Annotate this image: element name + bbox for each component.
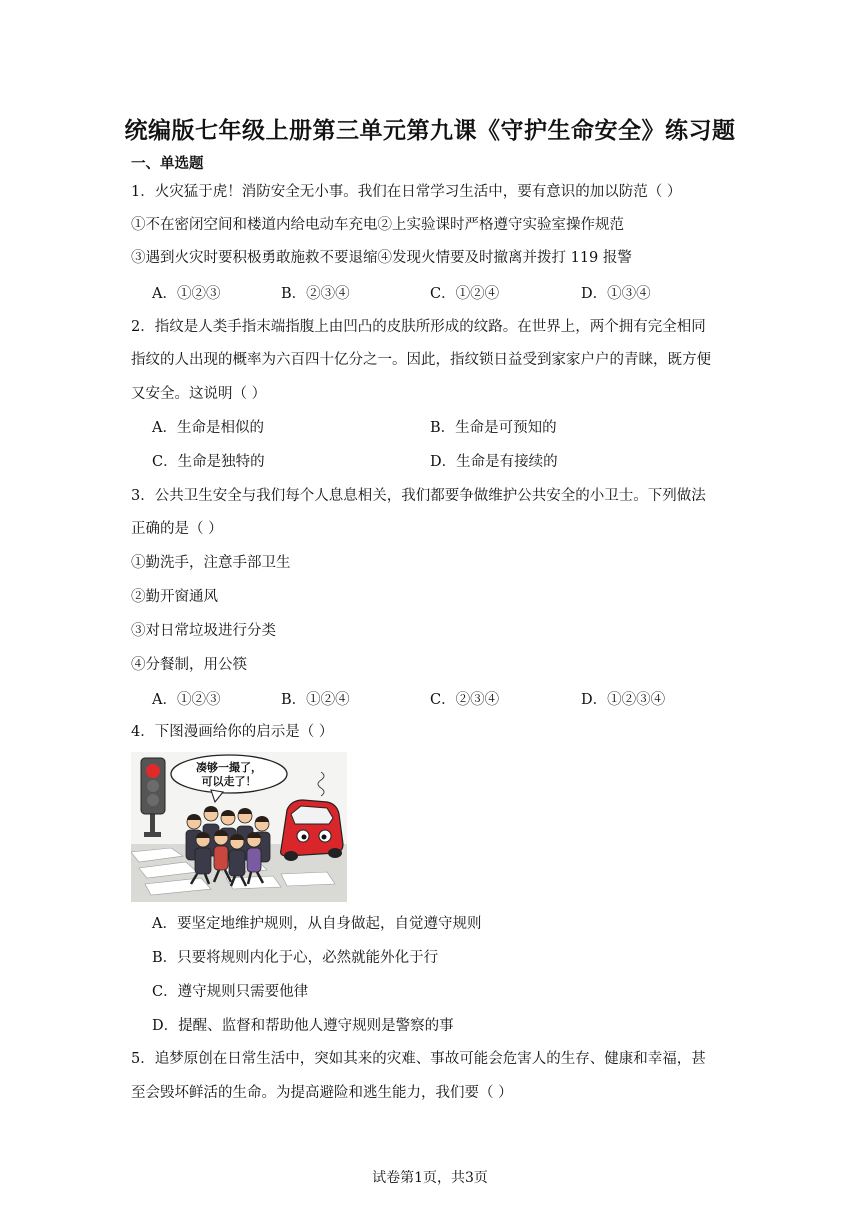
page-footer: 试卷第1页，共3页	[372, 1170, 488, 1186]
q4-stem: 4．下图漫画给你的启示是（ ）	[131, 724, 334, 740]
q2-stem-line-1: 2．指纹是人类手指末端指腹上由凹凸的皮肤所形成的纹路。在世界上，两个拥有完全相同	[131, 319, 706, 335]
bubble-line-1: 凑够一撮了，	[196, 761, 262, 774]
q2-stem-line-3: 又安全。这说明（ ）	[131, 386, 267, 402]
q1-option-c[interactable]: C．①②④	[430, 286, 500, 302]
q4-option-b[interactable]: B．只要将规则内化于心，必然就能外化于行	[152, 950, 439, 966]
q2-option-a[interactable]: A．生命是相似的	[152, 420, 264, 436]
q3-statement-3: ③对日常垃圾进行分类	[131, 623, 276, 639]
q2-option-b[interactable]: B．生命是可预知的	[430, 420, 557, 436]
q3-statement-2: ②勤开窗通风	[131, 589, 218, 605]
q5-stem-line-1: 5．追梦原创在日常生活中，突如其来的灾难、事故可能会危害人的生存、健康和幸福，甚	[131, 1051, 706, 1067]
q4-option-a[interactable]: A．要坚定地维护规则，从自身做起，自觉遵守规则	[152, 916, 482, 932]
bubble-line-2: 可以走了！	[201, 775, 257, 788]
q1-option-b[interactable]: B．②③④	[281, 286, 350, 302]
q1-statement-1: ①不在密闭空间和楼道内给电动车充电②上实验课时严格遵守实验室操作规范	[131, 217, 624, 233]
page-title: 统编版七年级上册第三单元第九课《守护生命安全》练习题	[124, 118, 736, 144]
pedestrians-group-icon	[186, 806, 270, 886]
q3-stem-line-2: 正确的是（ ）	[131, 521, 223, 537]
q2-option-c[interactable]: C．生命是独特的	[152, 454, 265, 470]
q3-option-a[interactable]: A．①②③	[152, 692, 221, 708]
q2-stem-line-2: 指纹的人出现的概率为六百四十亿分之一。因此，指纹锁日益受到家家户户的青睐，既方便	[131, 352, 711, 368]
q1-option-d[interactable]: D．①③④	[581, 286, 651, 302]
q3-stem-line-1: 3．公共卫生安全与我们每个人息息相关，我们都要争做维护公共安全的小卫士。下列做法	[131, 488, 706, 504]
q1-statement-2: ③遇到火灾时要积极勇敢施救不要退缩④发现火情要及时撤离并拨打 119 报警	[131, 250, 632, 266]
q2-option-d[interactable]: D．生命是有接续的	[430, 454, 558, 470]
speech-bubble-icon	[171, 755, 287, 802]
q3-option-d[interactable]: D．①②③④	[581, 692, 666, 708]
q1-stem: 1．火灾猛于虎！消防安全无小事。我们在日常学习生活中，要有意识的加以防范（ ）	[131, 184, 682, 200]
q4-option-d[interactable]: D．提醒、监督和帮助他人遵守规则是警察的事	[152, 1018, 454, 1034]
crosswalk-comic-image	[131, 752, 347, 902]
q3-option-b[interactable]: B．①②④	[281, 692, 350, 708]
section-heading: 一、单选题	[131, 156, 204, 172]
q3-statement-1: ①勤洗手，注意手部卫生	[131, 555, 291, 571]
q3-option-c[interactable]: C．②③④	[430, 692, 500, 708]
q1-option-a[interactable]: A．①②③	[152, 286, 221, 302]
q5-stem-line-2: 至会毁坏鲜活的生命。为提高避险和逃生能力，我们要（ ）	[131, 1085, 513, 1101]
q4-option-c[interactable]: C．遵守规则只需要他律	[152, 984, 309, 1000]
traffic-light-icon	[141, 758, 165, 837]
red-car-icon	[281, 772, 343, 861]
q3-statement-4: ④分餐制，用公筷	[131, 657, 247, 673]
